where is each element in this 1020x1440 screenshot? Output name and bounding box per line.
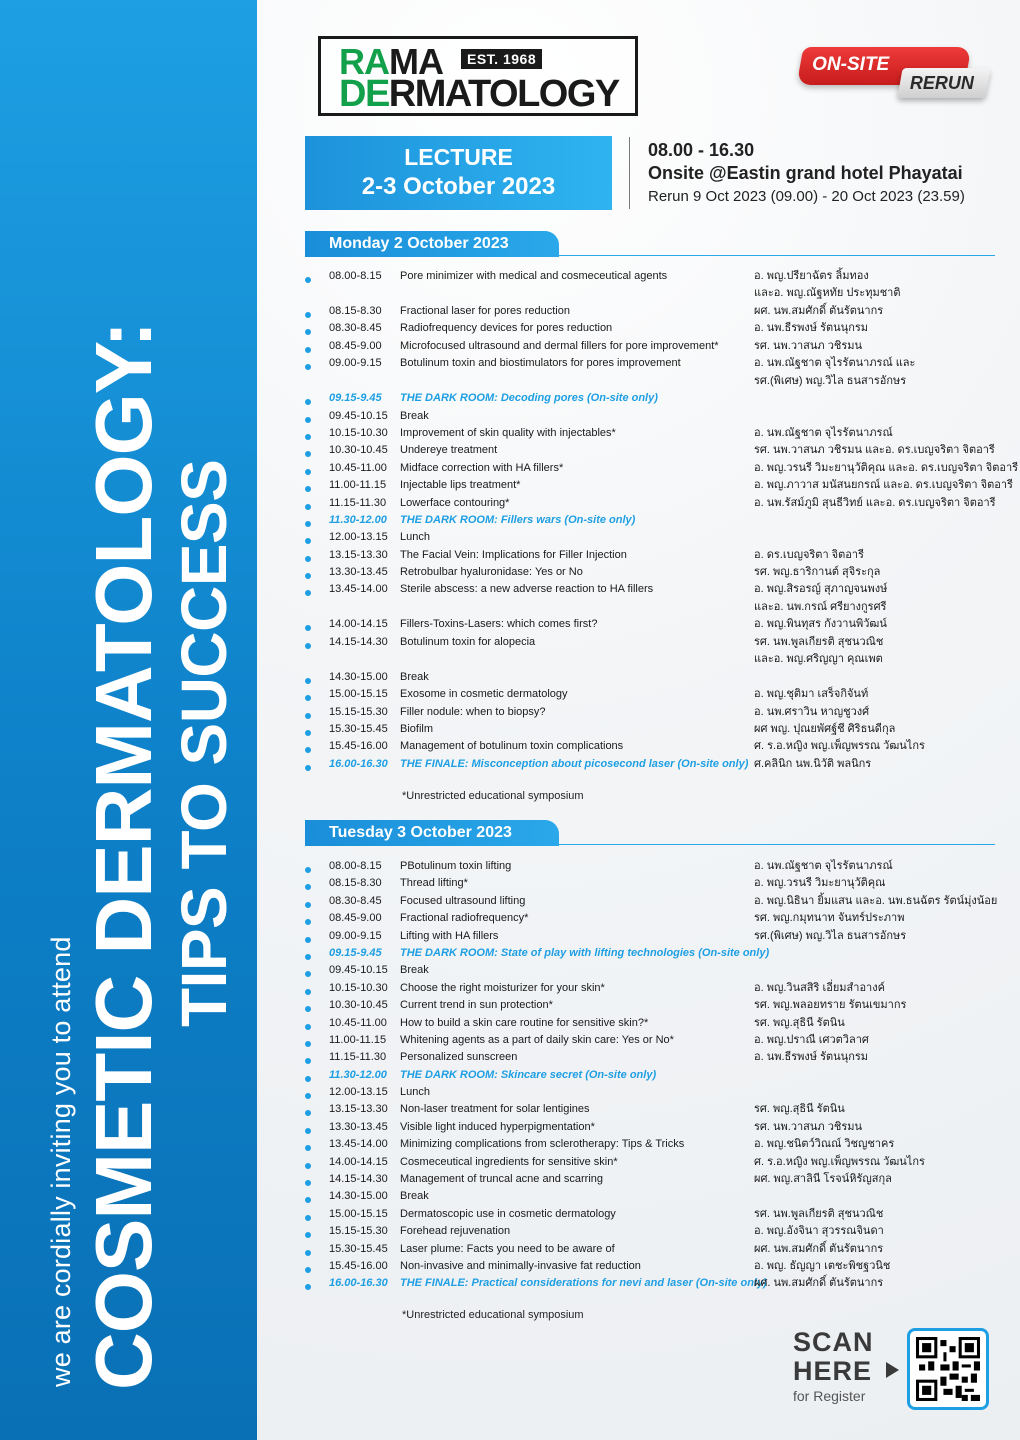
qr-code-icon [916, 1337, 980, 1401]
session-topic: Management of botulinum toxin complications [400, 740, 624, 753]
session-topic: Choose the right moisturizer for your skin* [400, 981, 605, 994]
session-topic: Fractional laser for pores reduction [400, 305, 570, 317]
session-topic: Dermatoscopic use in cosmetic dermatology [400, 1207, 616, 1220]
schedule-row [303, 1101, 1003, 1118]
session-speaker: รศ. นพ.วาสนภ วชิรมน [754, 1120, 863, 1133]
session-speaker: ผศ. นพ.สมศักดิ์ ตันรัตนากร [754, 1242, 884, 1255]
schedule-row [303, 460, 1019, 477]
session-topic: Break [400, 409, 429, 422]
bullet-icon [305, 1093, 311, 1099]
session-topic: Undereye treatment [400, 444, 498, 457]
session-topic: Lunch [400, 1086, 430, 1099]
bullet-icon [305, 486, 311, 492]
bullet-icon [305, 1284, 311, 1290]
session-time: 10.15-10.30 [329, 426, 388, 439]
session-time: 15.30-15.45 [329, 723, 388, 736]
session-time: 10.30-10.45 [329, 444, 388, 457]
session-topic: Laser plume: Facts you need to be aware of [400, 1242, 615, 1255]
session-topic: Current trend in sun protection* [400, 999, 553, 1012]
bullet-icon [305, 625, 311, 631]
session-speaker: อ. นพ.ธีรพงษ์ รัตนนุกรม [754, 322, 869, 335]
schedule-row [303, 390, 1003, 407]
event-title: COSMETIC DERMATOLOGY: [79, 322, 168, 1390]
bullet-icon [305, 1180, 311, 1186]
bullet-icon [305, 1163, 311, 1169]
session-speaker: อ. พญ.ปราณี เศวตวิลาศ [754, 1033, 869, 1046]
session-speaker: อ. พญ.ชุติมา เสร็จกิจันท์ [754, 688, 869, 701]
session-topic: Fractional radiofrequency* [400, 912, 529, 925]
bullet-icon [305, 919, 311, 925]
session-topic: Biofilm [400, 723, 434, 736]
bullet-icon [305, 434, 311, 440]
schedule-row [303, 1136, 1003, 1153]
session-time: 11.30-12.00 [329, 1068, 387, 1081]
session-speaker: ศ. ร.อ.หญิง พญ.เพ็ญพรรณ วัฒนไกร [754, 1155, 925, 1168]
bullet-icon [305, 277, 311, 283]
bullet-icon [305, 329, 311, 335]
session-topic: Injectable lips treatment* [400, 479, 521, 492]
session-speaker: อ. นพ.ณัฐชาต จุไรรัตนาภรณ์ [754, 860, 893, 872]
session-speaker: อ. พญ.พินทุสร กังวานพิวัฒน์ [754, 618, 887, 631]
bullet-icon [305, 730, 311, 736]
session-speaker: อ. ดร.เบญจริตา จิตอารี [754, 548, 864, 561]
session-topic: THE DARK ROOM: State of play with lifting technologies (On-site only) [400, 946, 770, 959]
session-time: 08.00-8.15 [329, 270, 382, 282]
bullet-icon [305, 469, 311, 475]
session-topic: Personalized sunscreen [400, 1051, 518, 1064]
bullet-icon [305, 1232, 311, 1238]
session-speaker: อ. พญ.วรนรี วิมะยานุวัติคุณ และอ. ดร.เบญจริตา จิตอารี [754, 461, 1019, 474]
schedule-row [303, 529, 1003, 546]
session-topic: Visible light induced hyperpigmentation* [400, 1120, 595, 1133]
established-badge: EST. 1968 [461, 49, 542, 69]
session-time: 13.45-14.00 [329, 583, 388, 596]
lecture-dates: 2-3 October 2023 [361, 173, 556, 200]
schedule-row [303, 945, 1003, 962]
bullet-icon [305, 573, 311, 579]
session-time: 16.00-16.30 [329, 757, 388, 770]
session-time: 09.00-9.15 [329, 929, 382, 942]
schedule-row [303, 547, 1003, 564]
bullet-icon [305, 451, 311, 457]
session-topic: THE DARK ROOM: Fillers wars (On-site only) [400, 513, 636, 526]
session-speaker: อ. พญ.วินสสิริ เอี่ยมสำอางค์ [754, 981, 885, 994]
session-speaker: อ. นพ.ศราวิน หาญชูวงศ์ [754, 705, 870, 718]
schedule-row [303, 980, 1003, 997]
lecture-label: LECTURE [404, 144, 513, 170]
session-speaker: รศ. นพ.พูลเกียรติ สุชนวณิช [754, 1207, 884, 1220]
day2-schedule [303, 858, 1003, 1293]
schedule-row [303, 1049, 1003, 1066]
bullet-icon [305, 417, 311, 423]
bullet-icon [305, 989, 311, 995]
session-topic: Lifting with HA fillers [400, 929, 499, 942]
session-time: 15.45-16.00 [329, 740, 388, 753]
session-time: 08.30-8.45 [329, 894, 382, 907]
session-speaker: รศ. นพ.พูลเกียรติ สุชนวณิช และอ. พญ.ศริญญา คุณเพต [754, 635, 884, 666]
schedule-row [303, 477, 1013, 494]
session-speaker: รศ. นพ.วาสนภ วชิรมน [754, 339, 863, 352]
session-time: 12.00-13.15 [329, 1086, 388, 1099]
session-topic: Lunch [400, 531, 430, 544]
session-speaker: ศ. ร.อ.หญิง พญ.เพ็ญพรรณ วัฒนไกร [754, 740, 925, 753]
session-speaker: รศ. พญ.พลอยทราย รัตนเขมากร [754, 999, 907, 1012]
session-time: 08.45-9.00 [329, 912, 382, 925]
session-speaker: อ. นพ.ณัฐชาต จุไรรัตนาภรณ์ และ รศ.(พิเศษ) พญ.วิไล ธนสารอักษร [754, 357, 916, 387]
bullet-icon [305, 747, 311, 753]
bullet-icon [305, 1110, 311, 1116]
bullet-icon [305, 884, 311, 890]
schedule-row [303, 875, 1003, 892]
rama-dermatology-logo: RAMA EST. 1968 DERMATOLOGY [318, 36, 638, 116]
session-time: 14.00-14.15 [329, 618, 388, 631]
session-topic: Minimizing complications from sclerotherapy: Tips & Tricks [400, 1138, 685, 1151]
bullet-icon [305, 867, 311, 873]
event-subtitle: TIPS TO SUCCESS [168, 459, 240, 1027]
session-topic: Radiofrequency devices for pores reduction [400, 322, 613, 335]
bullet-icon [305, 713, 311, 719]
session-topic: Management of truncal acne and scarring [400, 1173, 604, 1186]
bullet-icon [305, 1058, 311, 1064]
schedule-row [303, 738, 1003, 755]
schedule-row [303, 858, 1003, 875]
session-speaker: อ. พญ.ภาวาส มนัสนยกรณ์ และอ. ดร.เบญจริตา จิตอารี [754, 479, 1013, 492]
session-topic: Improvement of skin quality with injectables* [400, 426, 616, 439]
schedule-row [303, 1258, 1003, 1275]
schedule-row [303, 721, 1003, 738]
session-time: 09.45-10.15 [329, 409, 388, 422]
session-time: 15.45-16.00 [329, 1259, 388, 1272]
session-time: 10.45-11.00 [329, 461, 387, 474]
session-time: 09.00-9.15 [329, 357, 382, 370]
invite-text: we are cordially inviting you to attend [46, 936, 76, 1387]
session-time: 09.15-9.45 [329, 392, 382, 405]
bullet-icon [305, 765, 311, 771]
session-topic: THE DARK ROOM: Skincare secret (On-site only) [400, 1068, 657, 1081]
session-topic: Microfocused ultrasound and dermal fillers for pore improvement* [400, 339, 719, 352]
bullet-icon [305, 1197, 311, 1203]
schedule-row [303, 303, 1003, 320]
session-topic: THE FINALE: Misconception about picosecond laser (On-site only) [400, 757, 749, 770]
bullet-icon [305, 971, 311, 977]
session-topic: Break [400, 670, 429, 683]
session-time: 13.45-14.00 [329, 1138, 388, 1151]
session-speaker: ผศ. นพ.สมศักดิ์ ตันรัตนากร [754, 305, 884, 317]
bullet-icon [305, 364, 311, 370]
session-topic: Botulinum toxin and biostimulators for pores improvement [400, 357, 681, 370]
session-time: 08.15-8.30 [329, 305, 382, 317]
session-topic: Thread lifting* [400, 877, 468, 890]
session-topic: Forehead rejuvenation [400, 1225, 511, 1238]
schedule-row [303, 910, 1003, 927]
session-time: 11.00-11.15 [329, 479, 387, 492]
schedule-row [303, 1154, 1003, 1171]
session-speaker: รศ. พญ.สุธินี รัตนิน [754, 1103, 845, 1116]
schedule-row [303, 425, 1003, 442]
session-topic: Pore minimizer with medical and cosmeceutical agents [400, 270, 668, 282]
session-time: 11.30-12.00 [329, 513, 387, 526]
session-speaker: รศ. พญ.กมุทนาท จันทร์ประภาพ [754, 912, 905, 925]
session-time: 11.15-11.30 [329, 1051, 387, 1064]
session-topic: Fillers-Toxins-Lasers: which comes first? [400, 618, 598, 631]
session-topic: Whitening agents as a part of daily skin care: Yes or No* [400, 1033, 674, 1046]
schedule-row [303, 686, 1003, 703]
bullet-icon [305, 1145, 311, 1151]
schedule-row [303, 997, 1003, 1014]
session-time: 12.00-13.15 [329, 531, 388, 544]
session-speaker: รศ. นพ.วาสนภ วชิรมน และอ. ดร.เบญจริตา จิตอารี [754, 444, 995, 457]
schedule-row [303, 1206, 1003, 1223]
divider [629, 137, 630, 209]
schedule-row [303, 320, 1003, 337]
session-time: 14.00-14.15 [329, 1155, 388, 1168]
event-time: 08.00 - 16.30 [648, 140, 755, 160]
session-time: 14.30-15.00 [329, 1190, 388, 1203]
session-time: 14.30-15.00 [329, 670, 388, 683]
session-topic: PBotulinum toxin lifting [400, 860, 512, 872]
session-speaker: ผศ. นพ.สมศักดิ์ ตันรัตนากร [754, 1277, 884, 1290]
session-time: 15.30-15.45 [329, 1242, 388, 1255]
schedule-row [303, 1241, 1003, 1258]
session-speaker: ผศ. พญ.สาลินี โรจน์หิรัญสกุล [754, 1173, 892, 1186]
bullet-icon [305, 556, 311, 562]
session-time: 08.45-9.00 [329, 339, 382, 352]
bullet-icon [305, 695, 311, 701]
session-time: 08.00-8.15 [329, 860, 382, 872]
session-speaker: อ. นพ.ณัฐชาต จุไรรัตนาภรณ์ [754, 426, 893, 439]
session-speaker: รศ. พญ.ธาริกานต์ สุจิระกุล [754, 566, 881, 579]
schedule-row [303, 495, 1003, 512]
session-time: 09.15-9.45 [329, 946, 382, 959]
sidebar-banner [0, 0, 257, 1440]
bullet-icon [305, 1250, 311, 1256]
bullet-icon [305, 1267, 311, 1273]
bullet-icon [305, 312, 311, 318]
session-time: 09.45-10.15 [329, 964, 388, 977]
session-speaker: ศ.คลินิก นพ.นิวัติ พลนิกร [754, 757, 872, 770]
session-time: 16.00-16.30 [329, 1277, 388, 1290]
schedule-row [303, 338, 1003, 355]
session-time: 11.00-11.15 [329, 1033, 387, 1046]
session-topic: Cosmeceutical ingredients for sensitive skin* [400, 1155, 618, 1168]
bullet-icon [305, 678, 311, 684]
schedule-row [303, 1171, 1003, 1188]
schedule-row [303, 268, 1003, 303]
bullet-icon [305, 590, 311, 596]
bullet-icon [305, 347, 311, 353]
session-speaker: รศ.(พิเศษ) พญ.วิไล ธนสารอักษร [754, 929, 907, 942]
session-speaker: อ. พญ.วรนรี วิมะยานุวัติคุณ [754, 877, 886, 890]
session-topic: THE DARK ROOM: Decoding pores (On-site only) [400, 392, 658, 405]
event-venue: Onsite @Eastin grand hotel Phayatai [648, 163, 963, 183]
schedule-row [303, 1275, 1003, 1292]
session-speaker: รศ. พญ.สุธินี รัตนิน [754, 1016, 845, 1029]
bullet-icon [305, 538, 311, 544]
register-qr-code[interactable] [907, 1328, 989, 1410]
session-time: 10.45-11.00 [329, 1016, 387, 1029]
bullet-icon [305, 504, 311, 510]
event-rerun: Rerun 9 Oct 2023 (09.00) - 20 Oct 2023 (23.59) [648, 188, 965, 205]
session-time: 08.15-8.30 [329, 877, 382, 890]
session-speaker: อ. พญ.อังจินา สุวรรณจินดา [754, 1225, 884, 1238]
bullet-icon [305, 399, 311, 405]
session-topic: Focused ultrasound lifting [400, 894, 526, 907]
session-topic: Midface correction with HA fillers* [400, 461, 564, 474]
session-topic: THE FINALE: Practical considerations for nevi and laser (On-site only) [400, 1277, 767, 1290]
session-time: 11.15-11.30 [329, 496, 387, 509]
session-speaker: อ. นพ.ธีรพงษ์ รัตนนุกรม [754, 1051, 869, 1064]
session-time: 15.00-15.15 [329, 688, 388, 701]
session-topic: Non-laser treatment for solar lentigines [400, 1103, 590, 1116]
session-time: 14.15-14.30 [329, 635, 388, 648]
schedule-row [303, 1223, 1003, 1240]
session-topic: Break [400, 1190, 429, 1203]
schedule-row [303, 1119, 1003, 1136]
day2-note: *Unrestricted educational symposium [402, 1309, 584, 1321]
schedule-row [303, 1067, 1003, 1084]
session-topic: How to build a skin care routine for sensitive skin?* [400, 1016, 649, 1029]
session-speaker: อ. พญ.ชนิตว์วิณณ์ วิชญชาคร [754, 1138, 895, 1151]
schedule-row [303, 704, 1003, 721]
session-time: 10.30-10.45 [329, 999, 388, 1012]
day1-schedule [303, 268, 1019, 773]
schedule-row [303, 928, 1003, 945]
schedule-row [303, 1084, 1003, 1101]
session-topic: Botulinum toxin for alopecia [400, 635, 536, 648]
rerun-badge: RERUN [897, 68, 990, 98]
lecture-box [305, 136, 612, 210]
session-time: 15.00-15.15 [329, 1207, 388, 1220]
session-topic: The Facial Vein: Implications for Filler Injection [400, 548, 627, 561]
session-topic: Break [400, 964, 429, 977]
session-time: 13.30-13.45 [329, 566, 388, 579]
bullet-icon [305, 937, 311, 943]
schedule-row [303, 564, 1003, 581]
schedule-row [303, 408, 1003, 425]
session-speaker: อ. พญ.สิรอรญ์ สุภาญจนพงษ์ และอ. นพ.กรณ์ ศรียางกูรศรี [754, 583, 888, 613]
bullet-icon [305, 643, 311, 649]
schedule-row [303, 512, 1003, 529]
event-info [648, 140, 965, 205]
session-time: 13.15-13.30 [329, 548, 388, 561]
bullet-icon [305, 521, 311, 527]
schedule-row [303, 1188, 1003, 1205]
schedule-row [303, 756, 1003, 773]
session-speaker: อ. พญ.นิธินา ยิ้มแสน และอ. นพ.ธนฉัตร รัตน์มุ่งน้อย [754, 894, 998, 907]
bullet-icon [305, 1128, 311, 1134]
session-time: 10.15-10.30 [329, 981, 388, 994]
session-topic: Sterile abscess: a new adverse reaction to HA fillers [400, 583, 654, 596]
bullet-icon [305, 1076, 311, 1082]
session-time: 15.15-15.30 [329, 705, 388, 718]
session-time: 13.15-13.30 [329, 1103, 388, 1116]
session-topic: Exosome in cosmetic dermatology [400, 688, 568, 701]
schedule-row [303, 669, 1003, 686]
schedule-row [303, 442, 1003, 459]
bullet-icon [305, 1006, 311, 1012]
schedule-row [303, 634, 1003, 669]
bullet-icon [305, 954, 311, 960]
session-topic: Filler nodule: when to biopsy? [400, 705, 546, 718]
schedule-row [303, 1032, 1003, 1049]
session-speaker: อ. นพ.รัสม์ภูมิ สุนธีวิทย์ และอ. ดร.เบญจริตา จิตอารี [754, 496, 996, 509]
session-topic: Lowerface contouring* [400, 496, 510, 509]
session-time: 13.30-13.45 [329, 1120, 388, 1133]
session-topic: Non-invasive and minimally-invasive fat reduction [400, 1259, 641, 1272]
schedule-row [303, 893, 1003, 910]
schedule-row [303, 616, 1003, 633]
session-topic: Retrobulbar hyaluronidase: Yes or No [400, 566, 583, 579]
arrow-right-icon [886, 1362, 899, 1378]
session-speaker: ผศ พญ. ปุณยพัศฐ์ชี ศิริธนดีกุล [754, 723, 896, 736]
session-time: 14.15-14.30 [329, 1173, 388, 1186]
session-time: 08.30-8.45 [329, 322, 382, 335]
session-time: 15.15-15.30 [329, 1225, 388, 1238]
session-speaker: อ. พญ. ธัญญา เตชะพิชฐวนิช [754, 1259, 891, 1272]
session-speaker: อ. พญ.ปรียาฉัตร ลิ้มทอง และอ. พญ.ณัฐหทัย ประทุมชาติ [754, 270, 901, 300]
bullet-icon [305, 1215, 311, 1221]
schedule-row [303, 962, 1003, 979]
day1-note: *Unrestricted educational symposium [402, 790, 584, 802]
bullet-icon [305, 1041, 311, 1047]
bullet-icon [305, 902, 311, 908]
onsite-badge: ON-SITE [797, 47, 972, 85]
bullet-icon [305, 1024, 311, 1030]
schedule-row [303, 581, 1003, 616]
scan-here-label: SCAN HERE for Register [793, 1327, 874, 1404]
schedule-row [303, 355, 1003, 390]
schedule-row [303, 1015, 1003, 1032]
